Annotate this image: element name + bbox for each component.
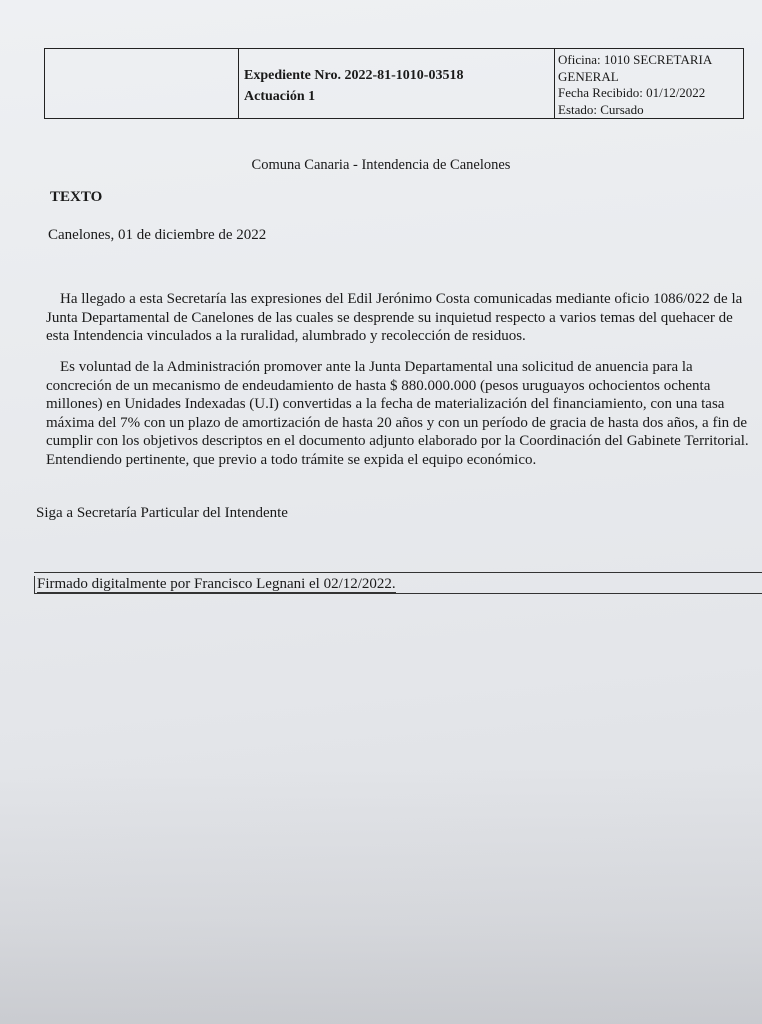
body-paragraph-1: Ha llegado a esta Secretaría las expresiones del Edil Jerónimo Costa comunicadas mediante oficio 1086/022 de la Junta Departamental de Canelones de las cuales se desprende su inquietud respecto a varios temas del quehacer de esta Intendencia vinculados a la ruralidad, alumbrado y recolección de residuos. xyxy=(46,291,743,344)
institution-title: Comuna Canaria - Intendencia de Canelones xyxy=(251,157,511,173)
header-case-cell xyxy=(239,49,555,118)
received-date: Fecha Recibido: 01/12/2022 xyxy=(558,85,706,100)
office-label: Oficina: 1010 SECRETARIA GENERAL xyxy=(558,52,712,84)
header-status-cell xyxy=(555,49,743,118)
body-paragraph-3: Siga a Secretaría Particular del Intendente xyxy=(36,505,288,521)
signature-divider xyxy=(34,572,762,573)
case-action: Actuación 1 xyxy=(244,89,316,104)
status-label: Estado: Cursado xyxy=(558,101,644,117)
body-paragraph-2: Es voluntad de la Administración promover ante la Junta Departamental una solicitud de anuencia para la concreción de un mecanismo de endeudamiento de hasta $ 880.000.000 (pesos uruguayos ochocientos ochenta millones) en Unidades Indexadas (U.I) convertidas a la fecha de materialización del financiamiento, con una tasa máxima del 7% con un plazo de amortización de hasta 20 años y con un período de gracia de hasta dos años, a fin de cumplir con los objetivos descriptos en el documento adjunto elaborado por la Coordinación del Gabinete Territorial. Entendiendo pertinente, que previo a todo trámite se expida el equipo económico. xyxy=(46,359,749,468)
header-table xyxy=(44,48,744,119)
section-heading: TEXTO xyxy=(50,189,103,205)
case-number: Expediente Nro. 2022-81-1010-03518 xyxy=(244,68,464,83)
header-blank-cell xyxy=(45,49,239,118)
digital-signature: Firmado digitalmente por Francisco Legnani el 02/12/2022. xyxy=(37,576,396,592)
date-line: Canelones, 01 de diciembre de 2022 xyxy=(48,227,267,243)
signature-box xyxy=(34,576,762,594)
page-shadow xyxy=(0,764,762,1024)
